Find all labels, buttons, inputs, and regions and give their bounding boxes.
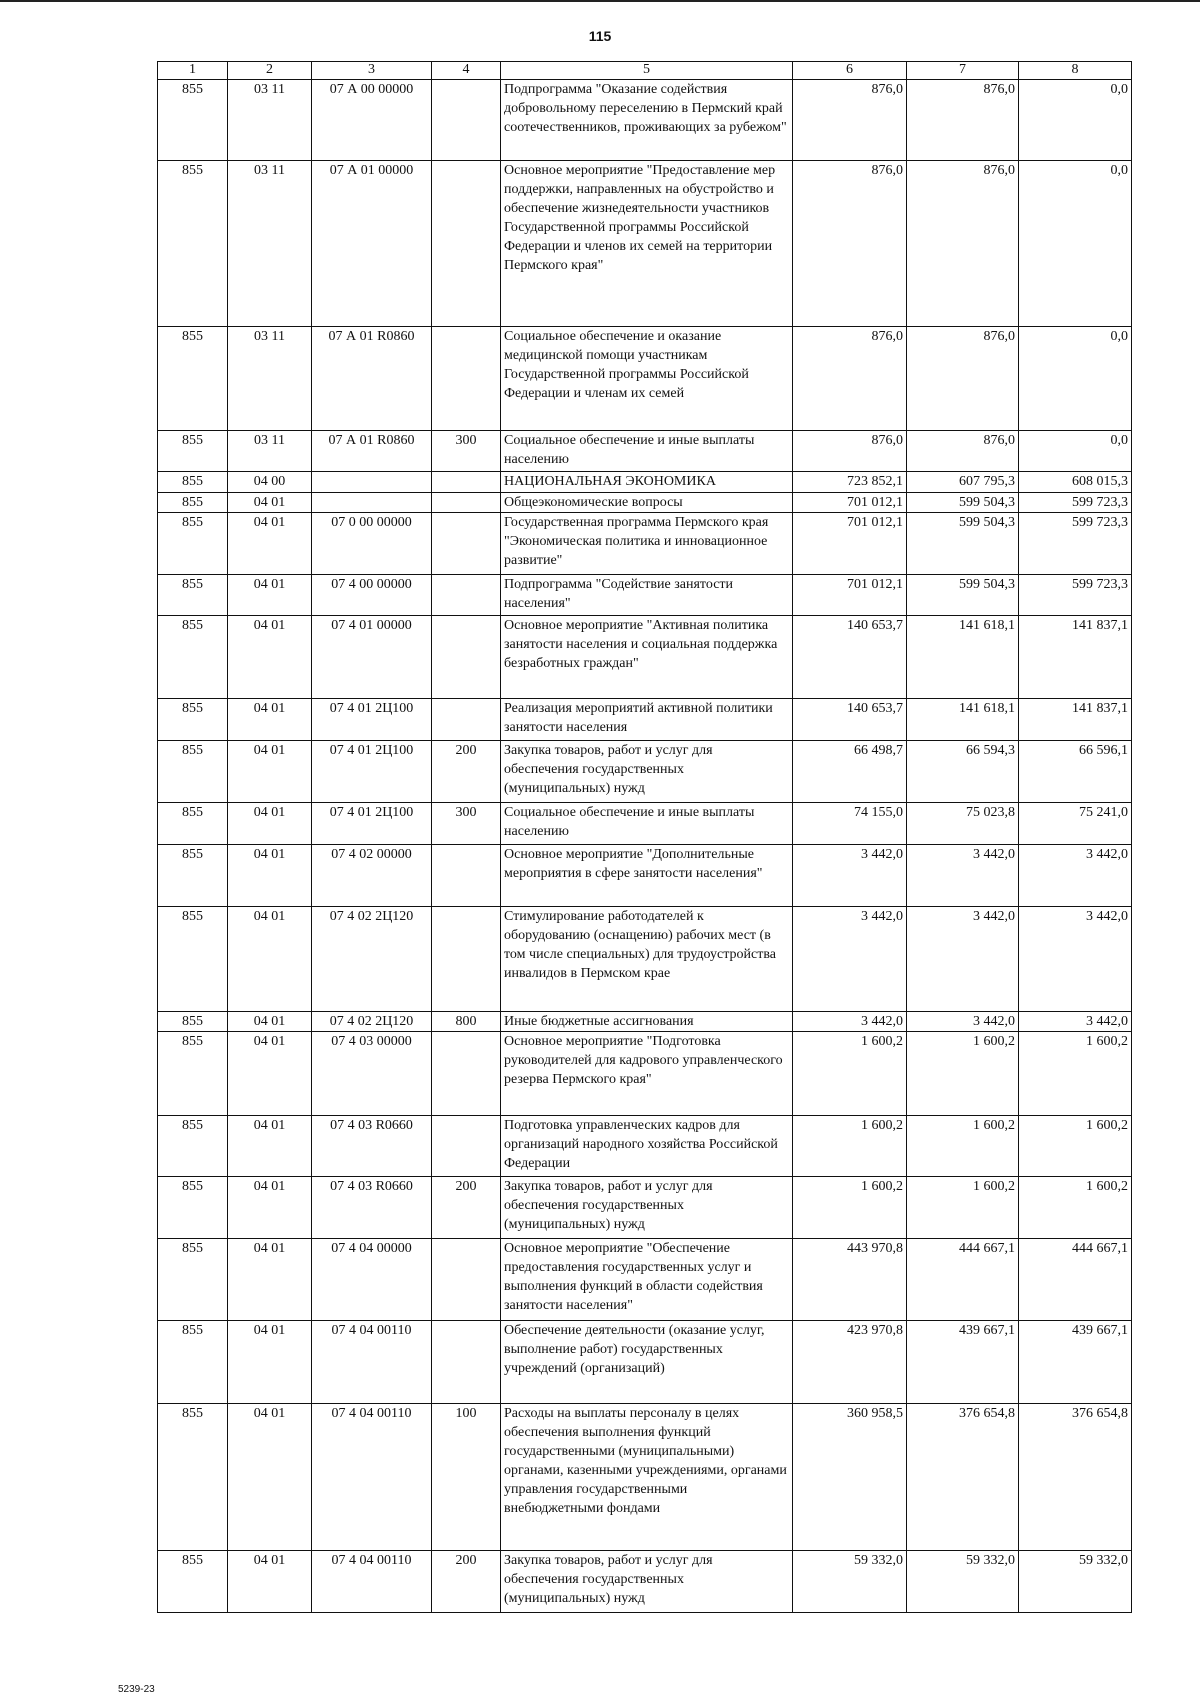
amount-col8-cell: 444 667,1	[1019, 1239, 1132, 1321]
amount-col8-cell: 66 596,1	[1019, 741, 1132, 803]
column-header: 4	[432, 62, 501, 80]
description-cell: Обеспечение деятельности (оказание услуг, выполнение работ) государственных учреждений (организаций)	[501, 1321, 793, 1404]
expense-type-cell	[432, 472, 501, 493]
description-cell: Государственная программа Пермского края "Экономическая политика и инновационное развитие"	[501, 513, 793, 575]
ministry-code-cell: 855	[158, 1404, 228, 1551]
description-cell: Основное мероприятие "Дополнительные мероприятия в сфере занятости населения"	[501, 845, 793, 907]
amount-col8-cell: 59 332,0	[1019, 1551, 1132, 1613]
table-row	[158, 1551, 1132, 1613]
ministry-code-cell: 855	[158, 431, 228, 472]
expense-type-cell	[432, 699, 501, 741]
target-article-cell: 07 4 04 00110	[312, 1551, 432, 1613]
expense-type-cell: 200	[432, 1177, 501, 1239]
amount-col7-cell: 444 667,1	[907, 1239, 1019, 1321]
table-row	[158, 616, 1132, 699]
description-cell: Реализация мероприятий активной политики занятости населения	[501, 699, 793, 741]
section-code-cell: 04 01	[228, 1321, 312, 1404]
section-code-cell: 04 01	[228, 493, 312, 513]
table-row	[158, 845, 1132, 907]
table-row	[158, 327, 1132, 431]
amount-col6-cell: 701 012,1	[793, 493, 907, 513]
section-code-cell: 04 01	[228, 1239, 312, 1321]
section-code-cell: 04 01	[228, 616, 312, 699]
target-article-cell: 07 4 02 2Ц120	[312, 907, 432, 1012]
section-code-cell: 04 01	[228, 1404, 312, 1551]
expense-type-cell	[432, 616, 501, 699]
amount-col8-cell: 1 600,2	[1019, 1177, 1132, 1239]
amount-col7-cell: 75 023,8	[907, 803, 1019, 845]
target-article-cell: 07 4 04 00000	[312, 1239, 432, 1321]
section-code-cell: 04 00	[228, 472, 312, 493]
amount-col7-cell: 599 504,3	[907, 575, 1019, 616]
amount-col7-cell: 1 600,2	[907, 1116, 1019, 1177]
amount-col8-cell: 3 442,0	[1019, 1012, 1132, 1032]
expense-type-cell: 200	[432, 1551, 501, 1613]
amount-col8-cell: 141 837,1	[1019, 616, 1132, 699]
expense-type-cell: 200	[432, 741, 501, 803]
amount-col8-cell: 0,0	[1019, 327, 1132, 431]
description-cell: Иные бюджетные ассигнования	[501, 1012, 793, 1032]
amount-col6-cell: 3 442,0	[793, 845, 907, 907]
description-cell: Закупка товаров, работ и услуг для обеспечения государственных (муниципальных) нужд	[501, 1177, 793, 1239]
ministry-code-cell: 855	[158, 803, 228, 845]
amount-col7-cell: 599 504,3	[907, 493, 1019, 513]
expense-type-cell	[432, 845, 501, 907]
amount-col7-cell: 876,0	[907, 327, 1019, 431]
section-code-cell: 04 01	[228, 741, 312, 803]
ministry-code-cell: 855	[158, 1239, 228, 1321]
target-article-cell: 07 4 01 2Ц100	[312, 741, 432, 803]
column-header: 2	[228, 62, 312, 80]
amount-col6-cell: 723 852,1	[793, 472, 907, 493]
section-code-cell: 04 01	[228, 1012, 312, 1032]
budget-table	[157, 61, 1132, 1613]
expense-type-cell: 100	[432, 1404, 501, 1551]
table-body	[158, 80, 1132, 1613]
amount-col6-cell: 876,0	[793, 327, 907, 431]
table-row	[158, 1012, 1132, 1032]
description-cell: НАЦИОНАЛЬНАЯ ЭКОНОМИКА	[501, 472, 793, 493]
amount-col7-cell: 607 795,3	[907, 472, 1019, 493]
amount-col8-cell: 608 015,3	[1019, 472, 1132, 493]
amount-col7-cell: 1 600,2	[907, 1177, 1019, 1239]
column-number-row	[158, 62, 1132, 80]
target-article-cell	[312, 493, 432, 513]
amount-col6-cell: 140 653,7	[793, 699, 907, 741]
table-row	[158, 1404, 1132, 1551]
ministry-code-cell: 855	[158, 1032, 228, 1116]
description-cell: Основное мероприятие "Предоставление мер поддержки, направленных на обустройство и обеспечение жизнедеятельности участников Государственной программы Российской Федерации и членов их семей на территории Пермского края"	[501, 161, 793, 327]
ministry-code-cell: 855	[158, 699, 228, 741]
target-article-cell: 07 А 01 R0860	[312, 431, 432, 472]
target-article-cell: 07 4 01 2Ц100	[312, 803, 432, 845]
section-code-cell: 03 11	[228, 161, 312, 327]
amount-col6-cell: 3 442,0	[793, 1012, 907, 1032]
description-cell: Социальное обеспечение и иные выплаты населению	[501, 431, 793, 472]
amount-col6-cell: 701 012,1	[793, 575, 907, 616]
description-cell: Расходы на выплаты персоналу в целях обеспечения выполнения функций государственными (муниципальными) органами, казенными учреждениями, органами управления государственными внебюджетными фондами	[501, 1404, 793, 1551]
amount-col7-cell: 876,0	[907, 431, 1019, 472]
description-cell: Социальное обеспечение и иные выплаты населению	[501, 803, 793, 845]
column-header: 7	[907, 62, 1019, 80]
expense-type-cell	[432, 907, 501, 1012]
target-article-cell: 07 4 02 2Ц120	[312, 1012, 432, 1032]
amount-col8-cell: 3 442,0	[1019, 845, 1132, 907]
table-row	[158, 699, 1132, 741]
section-code-cell: 04 01	[228, 1551, 312, 1613]
amount-col6-cell: 1 600,2	[793, 1177, 907, 1239]
amount-col8-cell: 1 600,2	[1019, 1032, 1132, 1116]
description-cell: Закупка товаров, работ и услуг для обеспечения государственных (муниципальных) нужд	[501, 741, 793, 803]
expense-type-cell	[432, 161, 501, 327]
table-row	[158, 1116, 1132, 1177]
section-code-cell: 04 01	[228, 907, 312, 1012]
amount-col7-cell: 3 442,0	[907, 907, 1019, 1012]
amount-col7-cell: 599 504,3	[907, 513, 1019, 575]
table-row	[158, 803, 1132, 845]
amount-col6-cell: 876,0	[793, 80, 907, 161]
amount-col7-cell: 376 654,8	[907, 1404, 1019, 1551]
amount-col6-cell: 360 958,5	[793, 1404, 907, 1551]
expense-type-cell	[432, 80, 501, 161]
amount-col7-cell: 3 442,0	[907, 1012, 1019, 1032]
ministry-code-cell: 855	[158, 161, 228, 327]
ministry-code-cell: 855	[158, 80, 228, 161]
column-header: 5	[501, 62, 793, 80]
amount-col8-cell: 75 241,0	[1019, 803, 1132, 845]
amount-col8-cell: 599 723,3	[1019, 493, 1132, 513]
ministry-code-cell: 855	[158, 472, 228, 493]
expense-type-cell	[432, 575, 501, 616]
amount-col7-cell: 1 600,2	[907, 1032, 1019, 1116]
description-cell: Подпрограмма "Оказание содействия добровольному переселению в Пермский край соотечественников, проживающих за рубежом"	[501, 80, 793, 161]
column-header: 1	[158, 62, 228, 80]
amount-col6-cell: 701 012,1	[793, 513, 907, 575]
target-article-cell	[312, 472, 432, 493]
amount-col7-cell: 3 442,0	[907, 845, 1019, 907]
expense-type-cell	[432, 327, 501, 431]
table-row	[158, 1239, 1132, 1321]
ministry-code-cell: 855	[158, 327, 228, 431]
page-number: 115	[588, 28, 612, 44]
table-row	[158, 80, 1132, 161]
description-cell: Подпрограмма "Содействие занятости населения"	[501, 575, 793, 616]
amount-col8-cell: 0,0	[1019, 431, 1132, 472]
ministry-code-cell: 855	[158, 907, 228, 1012]
target-article-cell: 07 4 04 00110	[312, 1321, 432, 1404]
amount-col8-cell: 439 667,1	[1019, 1321, 1132, 1404]
section-code-cell: 04 01	[228, 1177, 312, 1239]
description-cell: Социальное обеспечение и оказание медицинской помощи участникам Государственной программы Российской Федерации и членам их семей	[501, 327, 793, 431]
amount-col6-cell: 140 653,7	[793, 616, 907, 699]
expense-type-cell: 300	[432, 803, 501, 845]
amount-col7-cell: 439 667,1	[907, 1321, 1019, 1404]
description-cell: Закупка товаров, работ и услуг для обеспечения государственных (муниципальных) нужд	[501, 1551, 793, 1613]
amount-col8-cell: 599 723,3	[1019, 575, 1132, 616]
target-article-cell: 07 4 03 R0660	[312, 1177, 432, 1239]
amount-col6-cell: 443 970,8	[793, 1239, 907, 1321]
table-row	[158, 472, 1132, 493]
expense-type-cell	[432, 1116, 501, 1177]
section-code-cell: 03 11	[228, 327, 312, 431]
expense-type-cell	[432, 493, 501, 513]
section-code-cell: 04 01	[228, 845, 312, 907]
table-row	[158, 907, 1132, 1012]
section-code-cell: 04 01	[228, 699, 312, 741]
target-article-cell: 07 А 01 00000	[312, 161, 432, 327]
table-row	[158, 161, 1132, 327]
description-cell: Подготовка управленческих кадров для организаций народного хозяйства Российской Федерации	[501, 1116, 793, 1177]
table-row	[158, 1032, 1132, 1116]
amount-col6-cell: 3 442,0	[793, 907, 907, 1012]
amount-col8-cell: 141 837,1	[1019, 699, 1132, 741]
expense-type-cell: 300	[432, 431, 501, 472]
ministry-code-cell: 855	[158, 493, 228, 513]
expense-type-cell	[432, 1321, 501, 1404]
column-header: 3	[312, 62, 432, 80]
table-row	[158, 493, 1132, 513]
description-cell: Общеэкономические вопросы	[501, 493, 793, 513]
amount-col6-cell: 876,0	[793, 431, 907, 472]
ministry-code-cell: 855	[158, 513, 228, 575]
amount-col7-cell: 141 618,1	[907, 616, 1019, 699]
description-cell: Основное мероприятие "Подготовка руководителей для кадрового управленческого резерва Пермского края"	[501, 1032, 793, 1116]
ministry-code-cell: 855	[158, 845, 228, 907]
table-row	[158, 1177, 1132, 1239]
target-article-cell: 07 0 00 00000	[312, 513, 432, 575]
target-article-cell: 07 4 03 00000	[312, 1032, 432, 1116]
ministry-code-cell: 855	[158, 575, 228, 616]
amount-col7-cell: 876,0	[907, 80, 1019, 161]
section-code-cell: 03 11	[228, 431, 312, 472]
amount-col8-cell: 0,0	[1019, 80, 1132, 161]
amount-col6-cell: 423 970,8	[793, 1321, 907, 1404]
amount-col7-cell: 66 594,3	[907, 741, 1019, 803]
amount-col6-cell: 876,0	[793, 161, 907, 327]
target-article-cell: 07 4 02 00000	[312, 845, 432, 907]
section-code-cell: 04 01	[228, 803, 312, 845]
ministry-code-cell: 855	[158, 741, 228, 803]
expense-type-cell	[432, 1032, 501, 1116]
description-cell: Основное мероприятие "Обеспечение предоставления государственных услуг и выполнения функций в области содействия занятости населения"	[501, 1239, 793, 1321]
top-scan-edge	[0, 0, 1200, 2]
amount-col6-cell: 1 600,2	[793, 1116, 907, 1177]
amount-col6-cell: 66 498,7	[793, 741, 907, 803]
section-code-cell: 03 11	[228, 80, 312, 161]
table-row	[158, 1321, 1132, 1404]
expense-type-cell	[432, 1239, 501, 1321]
target-article-cell: 07 А 01 R0860	[312, 327, 432, 431]
document-code: 5239-23	[118, 1684, 155, 1695]
section-code-cell: 04 01	[228, 1116, 312, 1177]
target-article-cell: 07 А 00 00000	[312, 80, 432, 161]
ministry-code-cell: 855	[158, 1116, 228, 1177]
amount-col8-cell: 599 723,3	[1019, 513, 1132, 575]
target-article-cell: 07 4 03 R0660	[312, 1116, 432, 1177]
amount-col6-cell: 59 332,0	[793, 1551, 907, 1613]
amount-col6-cell: 74 155,0	[793, 803, 907, 845]
table-row	[158, 741, 1132, 803]
amount-col8-cell: 1 600,2	[1019, 1116, 1132, 1177]
ministry-code-cell: 855	[158, 1551, 228, 1613]
table-row	[158, 431, 1132, 472]
amount-col8-cell: 3 442,0	[1019, 907, 1132, 1012]
amount-col7-cell: 141 618,1	[907, 699, 1019, 741]
ministry-code-cell: 855	[158, 616, 228, 699]
section-code-cell: 04 01	[228, 1032, 312, 1116]
target-article-cell: 07 4 04 00110	[312, 1404, 432, 1551]
amount-col8-cell: 0,0	[1019, 161, 1132, 327]
expense-type-cell	[432, 513, 501, 575]
column-header: 6	[793, 62, 907, 80]
ministry-code-cell: 855	[158, 1012, 228, 1032]
amount-col6-cell: 1 600,2	[793, 1032, 907, 1116]
ministry-code-cell: 855	[158, 1177, 228, 1239]
table-row	[158, 513, 1132, 575]
description-cell: Основное мероприятие "Активная политика занятости населения и социальная поддержка безработных граждан"	[501, 616, 793, 699]
description-cell: Стимулирование работодателей к оборудованию (оснащению) рабочих мест (в том числе специальных) для трудоустройства инвалидов в Пермском крае	[501, 907, 793, 1012]
amount-col8-cell: 376 654,8	[1019, 1404, 1132, 1551]
target-article-cell: 07 4 01 00000	[312, 616, 432, 699]
amount-col7-cell: 876,0	[907, 161, 1019, 327]
column-header: 8	[1019, 62, 1132, 80]
expense-type-cell: 800	[432, 1012, 501, 1032]
target-article-cell: 07 4 00 00000	[312, 575, 432, 616]
table-row	[158, 575, 1132, 616]
section-code-cell: 04 01	[228, 513, 312, 575]
ministry-code-cell: 855	[158, 1321, 228, 1404]
target-article-cell: 07 4 01 2Ц100	[312, 699, 432, 741]
amount-col7-cell: 59 332,0	[907, 1551, 1019, 1613]
section-code-cell: 04 01	[228, 575, 312, 616]
